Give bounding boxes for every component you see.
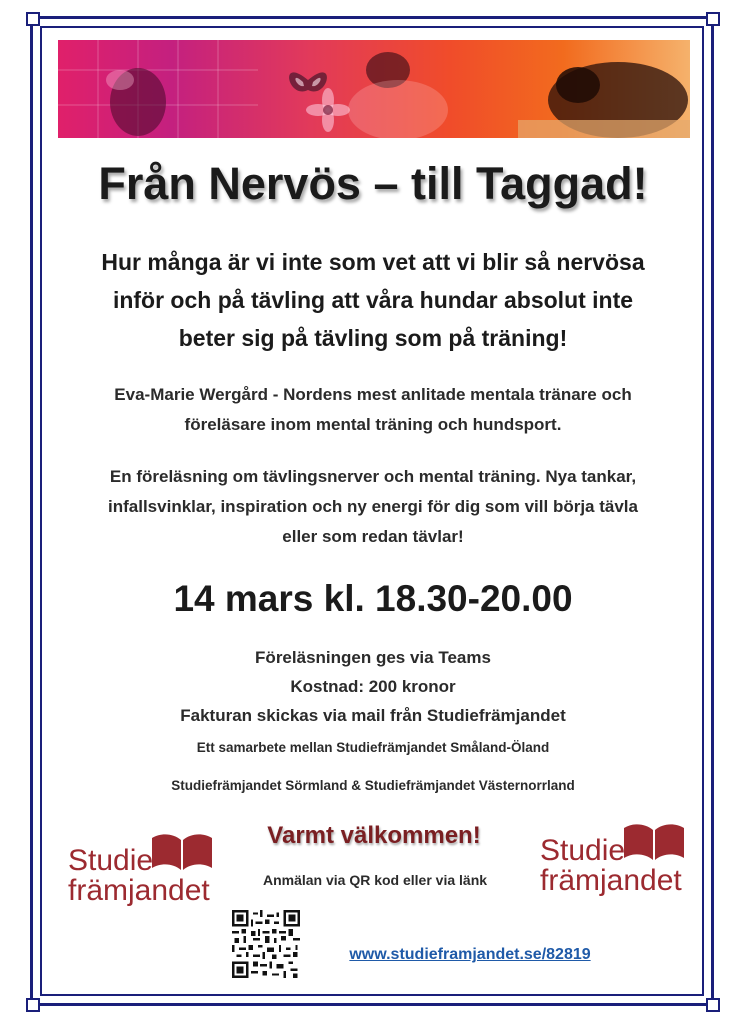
description-line: eller som redan tävlar! — [282, 527, 464, 546]
lead-text — [58, 243, 688, 357]
book-icon — [622, 822, 686, 862]
invoice-info: Fakturan skickas via mail från Studiefrämjandet — [180, 706, 566, 725]
speaker-line: föreläsare inom mental träning och hundsport. — [184, 415, 562, 434]
teams-info: Föreläsningen ges via Teams — [255, 648, 491, 667]
speaker-paragraph — [58, 380, 688, 440]
cost-info: Kostnad: 200 kronor — [290, 677, 456, 696]
event-date-time: 14 mars kl. 18.30-20.00 — [173, 578, 573, 619]
lead-line: inför och på tävling att våra hundar absolut inte — [112, 287, 634, 313]
registration-link[interactable]: www.studieframjandet.se/82819 — [349, 946, 591, 963]
studiefrämjandet-logo-right — [540, 822, 690, 902]
lead-line: Hur många är vi inte som vet att vi blir så nervösa — [101, 249, 645, 275]
frame-corner — [26, 12, 40, 26]
page-title: Från Nervös – till Taggad! — [98, 158, 648, 209]
welcome-heading: Varmt välkommen! — [267, 822, 481, 849]
signup-instruction: Anmälan via QR kod eller via länk — [262, 872, 488, 888]
book-icon — [150, 832, 214, 872]
logo-line: främjandet — [68, 874, 210, 907]
studiefrämjandet-logo-left — [68, 832, 218, 912]
collaboration-line: Ett samarbete mellan Studiefrämjandet Småland-Öland — [196, 740, 550, 755]
description-paragraph — [58, 462, 688, 552]
header-banner-image — [58, 40, 690, 138]
collaboration-line: Studiefrämjandet Sörmland & Studiefrämjandet Västernorrland — [171, 778, 575, 793]
logo-line: främjandet — [540, 864, 682, 897]
event-info — [58, 643, 688, 730]
speaker-line: Eva-Marie Wergård - Nordens mest anlitade mentala tränare och — [114, 385, 632, 404]
description-line: En föreläsning om tävlingsnerver och mental träning. Nya tankar, — [109, 467, 637, 486]
logo-line: Studie — [68, 844, 154, 877]
qr-code-icon[interactable] — [232, 910, 300, 978]
logo-line: Studie — [540, 834, 626, 867]
description-line: infallsvinklar, inspiration och ny energi för dig som vill börja tävla — [108, 497, 638, 516]
frame-corner — [26, 998, 40, 1012]
frame-corner — [706, 12, 720, 26]
frame-corner — [706, 998, 720, 1012]
lead-line: beter sig på tävling som på träning! — [178, 325, 568, 351]
